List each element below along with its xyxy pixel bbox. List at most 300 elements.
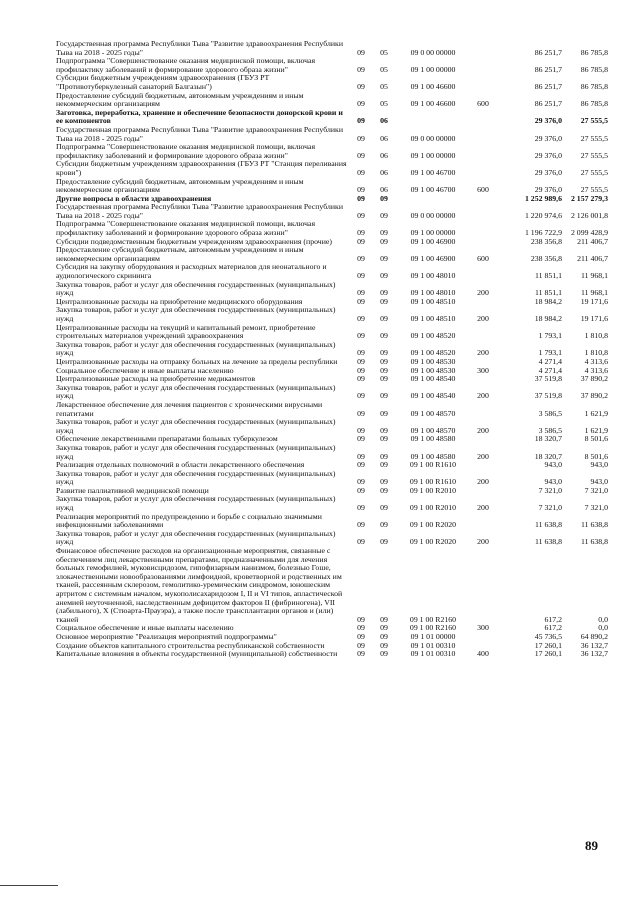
row-target-code: 09 1 00 R2160	[409, 614, 457, 624]
row-section: 09	[357, 99, 365, 109]
row-target-code: 09 1 00 46900	[410, 253, 456, 263]
row-section: 09	[357, 537, 365, 547]
row-section: 09	[357, 477, 365, 487]
row-section: 09	[357, 150, 365, 160]
row-expense-type	[470, 263, 496, 280]
row-target-code: 09 1 00 48530	[410, 365, 456, 375]
footer-rule	[0, 885, 58, 886]
table-row	[56, 109, 608, 126]
row-amount-year1: 37 519,8	[534, 391, 562, 401]
row-name: Субсидия на закупку оборудования и расходных материалов для неонатального и аудиологического скрининга	[56, 262, 327, 281]
row-target-code: 09 1 00 48510	[410, 296, 456, 306]
row-amount-year2: 2 126 001,8	[570, 210, 608, 220]
row-expense-type: 200	[477, 391, 489, 401]
row-amount-year2: 19 171,6	[580, 296, 608, 306]
row-name: Централизованные расходы на приобретение медицинского оборудования	[56, 296, 303, 306]
row-amount-year1: 3 586,5	[538, 408, 562, 418]
row-expense-type	[470, 487, 496, 496]
row-subsection: 09	[380, 408, 388, 418]
row-amount-year2: 0,0	[598, 623, 608, 633]
row-amount-year2: 943,0	[590, 460, 608, 470]
row-subsection: 09	[380, 331, 388, 341]
row-target-code: 09 1 00 R1610	[409, 460, 457, 470]
row-expense-type	[470, 547, 496, 624]
row-amount-year1: 943,0	[544, 477, 562, 487]
row-amount-year2: 19 171,6	[580, 314, 608, 323]
table-row	[56, 143, 608, 160]
row-amount-year1: 11 851,1	[535, 271, 562, 281]
row-name: Субсидии бюджетным учреждениям здравоохранения (ГБУЗ РТ "Станция переливания крови")	[56, 159, 347, 177]
row-amount-year1: 617,2	[544, 614, 562, 624]
table-row	[56, 178, 608, 195]
row-amount-year1: 18 320,7	[534, 451, 562, 461]
row-name: Предоставление субсидий бюджетным, автономным учреждениям и иным некоммерческим организациям	[56, 176, 304, 195]
row-name: Финансовое обеспечение расходов на организационные мероприятия, связанные с обеспечением лиц лекарственными препаратами, предназначенными для лечения больных гемофилией, муковисцидозом, гипофизарным нанизмом, болезнью Гоше, злокачественными новообразованиями лимфоидной, кроветворной и родственных им тканей, рассеянным склерозом, гемолитико-уремическим синдромом, юношеским артритом с системным началом, мукополисахаридозом I, II и VI типов, апластической анемией неуточненной, наследственным дефицитом факторов II (фибриногена), VII (лабильного), X (Стюарта-Прауэра), а также после трансплантации органов и (или) тканей	[56, 546, 343, 624]
row-expense-type: 200	[477, 503, 489, 513]
table-row	[56, 220, 608, 237]
row-amount-year1: 86 251,7	[534, 64, 562, 74]
row-expense-type	[470, 435, 496, 444]
row-name: Государственная программа Республики Тыва "Развитие здравоохранения Республики Тыва на 2018 - 2025 годы"	[56, 39, 344, 57]
table-row	[56, 57, 608, 74]
table-row	[56, 126, 608, 143]
row-amount-year2: 27 555,5	[580, 116, 608, 126]
row-name: Социальное обеспечение и иные выплаты населению	[56, 623, 234, 633]
row-target-code: 09 1 00 R2010	[409, 485, 457, 495]
table-row	[56, 281, 608, 298]
row-expense-type: 200	[477, 425, 489, 435]
row-expense-type	[470, 461, 496, 470]
row-amount-year1: 86 251,7	[534, 47, 562, 57]
row-amount-year1: 11 638,8	[535, 537, 562, 547]
row-subsection: 09	[380, 193, 388, 203]
row-expense-type: 600	[477, 253, 489, 263]
table-row	[56, 263, 608, 280]
row-amount-year2: 1 621,9	[584, 408, 608, 418]
row-expense-type	[470, 40, 496, 57]
row-target-code	[396, 195, 470, 204]
row-target-code: 09 1 00 48580	[410, 434, 456, 444]
row-section: 09	[357, 348, 365, 358]
row-expense-type	[470, 238, 496, 247]
row-amount-year2: 37 890,2	[580, 374, 608, 384]
row-amount-year2: 11 968,1	[581, 271, 608, 281]
row-target-code: 09 1 00 48570	[410, 408, 456, 418]
row-amount-year2: 8 501,6	[584, 434, 608, 444]
row-target-code: 09 1 00 48010	[410, 288, 456, 298]
row-expense-type: 400	[477, 649, 489, 659]
row-section: 09	[357, 167, 365, 177]
row-amount-year2: 36 132,7	[580, 640, 608, 650]
row-subsection: 09	[380, 391, 388, 401]
table-row	[56, 74, 608, 91]
row-name: Закупка товаров, работ и услуг для обеспечения государственных (муниципальных) нужд	[56, 279, 336, 298]
row-section: 09	[357, 460, 365, 470]
row-target-code: 09 1 00 48520	[410, 331, 456, 341]
row-amount-year1: 238 356,8	[530, 253, 562, 263]
row-amount-year2: 86 785,8	[580, 81, 608, 91]
row-target-code: 09 1 00 00000	[410, 64, 456, 74]
row-name: Закупка товаров, работ и услуг для обеспечения государственных (муниципальных) нужд	[56, 442, 336, 461]
row-target-code: 09 1 00 48540	[410, 391, 456, 401]
row-name: Подпрограмма "Совершенствование оказания медицинской помощи, включая профилактику заболеваний и формирование здорового образа жизни"	[56, 219, 316, 238]
row-amount-year1: 45 736,5	[534, 631, 562, 641]
row-section: 09	[357, 434, 365, 444]
row-section: 09	[357, 210, 365, 220]
row-expense-type: 300	[477, 623, 489, 633]
row-subsection: 09	[380, 623, 388, 633]
row-target-code: 09 1 00 R2020	[409, 520, 457, 530]
row-section: 09	[357, 649, 365, 659]
row-expense-type	[470, 195, 496, 204]
row-amount-year2: 8 501,6	[584, 451, 608, 461]
row-amount-year1: 4 271,4	[538, 356, 562, 366]
row-expense-type: 300	[477, 365, 489, 375]
row-amount-year2: 943,0	[590, 477, 608, 487]
row-name: Другие вопросы в области здравоохранения	[56, 193, 212, 203]
row-subsection: 09	[380, 520, 388, 530]
row-amount-year1: 617,2	[544, 623, 562, 633]
row-name: Капитальные вложения в объекты государственной (муниципальной) собственности	[56, 649, 338, 659]
row-expense-type: 200	[477, 348, 489, 358]
row-name: Закупка товаров, работ и услуг для обеспечения государственных (муниципальных) нужд	[56, 494, 336, 513]
row-subsection: 09	[380, 236, 388, 246]
row-subsection: 09	[380, 314, 388, 323]
row-section: 09	[357, 253, 365, 263]
row-amount-year2: 11 638,8	[581, 520, 608, 530]
row-section: 09	[357, 228, 365, 238]
table-row	[56, 513, 608, 530]
row-subsection: 06	[380, 167, 388, 177]
row-subsection: 06	[380, 185, 388, 195]
row-expense-type: 200	[477, 537, 489, 547]
row-expense-type	[470, 324, 496, 341]
row-target-code: 09 0 00 00000	[410, 210, 456, 220]
row-expense-type: 600	[477, 99, 489, 109]
row-amount-year1: 3 586,5	[538, 425, 562, 435]
row-subsection: 09	[380, 348, 388, 358]
row-target-code: 09 1 00 48010	[410, 271, 456, 281]
row-target-code: 09 1 01 00310	[410, 649, 456, 659]
row-expense-type	[470, 160, 496, 177]
row-section: 09	[357, 640, 365, 650]
row-name: Основное мероприятие "Реализация мероприятий подпрограммы"	[56, 631, 277, 641]
row-amount-year1: 238 356,8	[530, 236, 562, 246]
row-section: 09	[357, 193, 365, 203]
row-target-code: 09 1 01 00310	[410, 640, 456, 650]
row-subsection: 09	[380, 614, 388, 624]
row-name: Субсидии подведомственным бюджетным учреждениям здравоохранения (прочие)	[56, 236, 332, 246]
row-amount-year2: 2 157 279,3	[570, 193, 608, 203]
row-amount-year1: 29 376,0	[534, 116, 562, 126]
row-amount-year1: 17 260,1	[534, 640, 562, 650]
row-amount-year2: 1 810,8	[584, 348, 608, 358]
row-amount-year2: 7 321,0	[584, 485, 608, 495]
row-amount-year1: 11 851,1	[535, 288, 562, 298]
table-row	[56, 444, 608, 461]
row-subsection: 09	[380, 649, 388, 659]
row-section: 09	[357, 503, 365, 513]
row-amount-year1: 1 220 974,6	[524, 210, 562, 220]
row-target-code: 09 1 00 48520	[410, 348, 456, 358]
table-row	[56, 401, 608, 418]
row-subsection: 06	[380, 133, 388, 143]
row-name: Реализация отдельных полномочий в области лекарственного обеспечения	[56, 460, 305, 470]
table-row	[56, 530, 608, 547]
row-expense-type	[470, 633, 496, 642]
row-section: 09	[357, 271, 365, 281]
row-subsection: 05	[380, 47, 388, 57]
row-subsection: 09	[380, 451, 388, 461]
row-name: Подпрограмма "Совершенствование оказания медицинской помощи, включая профилактику заболеваний и формирование здорового образа жизни"	[56, 56, 316, 74]
row-name: Развитие паллиативной медицинской помощи	[56, 485, 209, 495]
row-target-code: 09 1 00 R2020	[409, 537, 457, 547]
row-amount-year1: 29 376,0	[534, 150, 562, 160]
row-amount-year1: 17 260,1	[534, 649, 562, 659]
row-subsection: 09	[380, 640, 388, 650]
row-section: 09	[357, 374, 365, 384]
budget-table	[56, 40, 608, 659]
row-amount-year2: 27 555,5	[580, 185, 608, 195]
row-section: 09	[357, 314, 365, 323]
row-name: Обеспечение лекарственными препаратами больных туберкулезом	[56, 434, 278, 444]
row-amount-year2: 27 555,5	[580, 150, 608, 160]
row-amount-year2: 27 555,5	[580, 133, 608, 143]
row-target-code: 09 1 00 00000	[410, 150, 456, 160]
row-subsection: 09	[380, 503, 388, 513]
row-amount-year2: 1 621,9	[584, 425, 608, 435]
row-section: 09	[357, 631, 365, 641]
row-expense-type	[470, 74, 496, 91]
row-subsection: 09	[380, 425, 388, 435]
row-section: 09	[357, 296, 365, 306]
row-amount-year2: 4 313,6	[584, 356, 608, 366]
row-amount-year1: 1 196 722,9	[524, 228, 562, 238]
row-name: Реализация мероприятий по предупреждению и борьбе с социально значимыми инфекционными заболеваниями	[56, 511, 322, 530]
table-row	[56, 306, 608, 323]
row-expense-type: 200	[477, 477, 489, 487]
row-target-code: 09 1 00 48530	[410, 356, 456, 366]
row-section: 09	[357, 64, 365, 74]
row-amount-year2: 37 890,2	[580, 391, 608, 401]
row-amount-year1: 18 984,2	[534, 314, 562, 323]
row-section: 09	[357, 236, 365, 246]
row-amount-year1: 86 251,7	[534, 81, 562, 91]
table-row	[56, 40, 608, 57]
row-target-code: 09 1 00 R2010	[409, 503, 457, 513]
table-row	[56, 92, 608, 109]
row-amount-year2: 11 968,1	[581, 288, 608, 298]
table-row	[56, 160, 608, 177]
row-expense-type	[470, 126, 496, 143]
table-row	[56, 341, 608, 358]
row-name: Закупка товаров, работ и услуг для обеспечения государственных (муниципальных) нужд	[56, 382, 336, 401]
row-target-code: 09 0 00 00000	[410, 133, 456, 143]
row-name: Централизованные расходы на отправку больных на лечение за пределы республики	[56, 356, 338, 366]
table-row	[56, 470, 608, 487]
row-subsection: 09	[380, 631, 388, 641]
row-subsection: 09	[380, 296, 388, 306]
row-target-code: 09 1 00 00000	[410, 228, 456, 238]
row-section: 09	[357, 614, 365, 624]
row-amount-year1: 4 271,4	[538, 365, 562, 375]
page-number: 89	[585, 838, 598, 853]
row-subsection: 09	[380, 460, 388, 470]
row-target-code: 09 1 00 46700	[410, 185, 456, 195]
row-target-code: 09 1 01 00000	[410, 631, 456, 641]
row-amount-year1: 29 376,0	[534, 185, 562, 195]
row-amount-year2: 0,0	[598, 614, 608, 624]
table-row	[56, 650, 608, 659]
table-row	[56, 547, 608, 624]
row-expense-type: 600	[477, 185, 489, 195]
table-row	[56, 203, 608, 220]
row-target-code: 09 1 00 48540	[410, 374, 456, 384]
row-subsection: 09	[380, 374, 388, 384]
row-name: Создание объектов капитального строительства республиканской собственности	[56, 640, 325, 650]
row-amount-year2: 64 890,2	[580, 631, 608, 641]
row-subsection: 09	[380, 253, 388, 263]
row-amount-year1: 1 793,1	[538, 331, 562, 341]
table-row	[56, 495, 608, 512]
row-section: 09	[357, 623, 365, 633]
row-target-code: 09 1 00 48570	[410, 425, 456, 435]
row-target-code: 09 0 00 00000	[410, 47, 456, 57]
row-expense-type	[470, 143, 496, 160]
row-section: 09	[357, 288, 365, 298]
table-row	[56, 324, 608, 341]
row-name: Подпрограмма "Совершенствование оказания медицинской помощи, включая профилактику заболеваний и формирование здорового образа жизни"	[56, 142, 316, 160]
row-expense-type	[470, 109, 496, 126]
row-amount-year1: 29 376,0	[534, 133, 562, 143]
row-subsection: 09	[380, 537, 388, 547]
row-name: Предоставление субсидий бюджетным, автономным учреждениям и иным некоммерческим организациям	[56, 245, 304, 263]
row-target-code: 09 1 00 46700	[410, 167, 456, 177]
row-name: Заготовка, переработка, хранение и обеспечение безопасности донорской крови и ее компонентов	[56, 107, 343, 126]
row-amount-year2: 7 321,0	[584, 503, 608, 513]
row-name: Закупка товаров, работ и услуг для обеспечения государственных (муниципальных) нужд	[56, 305, 336, 323]
row-name: Социальное обеспечение и иные выплаты населению	[56, 365, 234, 375]
row-expense-type	[470, 513, 496, 530]
row-name: Субсидии бюджетным учреждениям здравоохранения (ГБУЗ РТ "Противотуберкулезный санаторий Балгазын")	[56, 73, 270, 91]
row-amount-year2: 2 099 428,9	[570, 228, 608, 238]
row-section: 09	[357, 365, 365, 375]
row-subsection: 06	[380, 116, 388, 126]
row-section: 09	[357, 81, 365, 91]
row-expense-type	[470, 220, 496, 237]
row-subsection: 09	[380, 485, 388, 495]
row-subsection: 05	[380, 81, 388, 91]
row-section: 09	[357, 133, 365, 143]
row-amount-year1: 7 321,0	[538, 503, 562, 513]
row-name: Централизованные расходы на приобретение медикаментов	[56, 374, 256, 384]
row-section: 09	[357, 451, 365, 461]
row-expense-type: 200	[477, 451, 489, 461]
row-amount-year2: 27 555,5	[580, 167, 608, 177]
row-name: Централизованные расходы на текущий и капитальный ремонт, приобретение строительных материалов учреждений здравоохранения	[56, 322, 316, 341]
row-name: Предоставление субсидий бюджетным, автономным учреждениям и иным некоммерческим организациям	[56, 90, 304, 109]
row-section: 09	[357, 408, 365, 418]
row-expense-type	[470, 401, 496, 418]
row-amount-year1: 18 984,2	[534, 296, 562, 306]
row-name: Закупка товаров, работ и услуг для обеспечения государственных (муниципальных) нужд	[56, 417, 336, 435]
row-target-code: 09 1 00 46600	[410, 99, 456, 109]
row-expense-type	[470, 203, 496, 220]
row-target-code	[396, 109, 470, 126]
row-subsection: 05	[380, 64, 388, 74]
row-section: 09	[357, 116, 365, 126]
row-amount-year1: 11 638,8	[535, 520, 562, 530]
row-amount-year1: 1 252 989,6	[524, 193, 562, 203]
row-name: Государственная программа Республики Тыва "Развитие здравоохранения Республики Тыва на 2018 - 2025 годы"	[56, 202, 344, 220]
row-subsection: 09	[380, 210, 388, 220]
row-subsection: 06	[380, 150, 388, 160]
row-amount-year1: 7 321,0	[538, 485, 562, 495]
row-expense-type: 200	[477, 288, 489, 298]
row-target-code: 09 1 00 46900	[410, 236, 456, 246]
row-target-code: 09 1 00 46600	[410, 81, 456, 91]
row-target-code: 09 1 00 R2160	[409, 623, 457, 633]
row-amount-year1: 29 376,0	[534, 167, 562, 177]
row-amount-year2: 211 406,7	[577, 236, 608, 246]
row-subsection: 09	[380, 228, 388, 238]
row-section: 09	[357, 520, 365, 530]
row-amount-year1: 86 251,7	[534, 99, 562, 109]
row-amount-year1: 943,0	[544, 460, 562, 470]
row-amount-year2: 36 132,7	[580, 649, 608, 659]
table-row	[56, 418, 608, 435]
row-expense-type	[470, 298, 496, 307]
row-amount-year2: 211 406,7	[577, 253, 608, 263]
row-subsection: 05	[380, 99, 388, 109]
row-name: Закупка товаров, работ и услуг для обеспечения государственных (муниципальных) нужд	[56, 468, 336, 487]
row-name: Закупка товаров, работ и услуг для обеспечения государственных (муниципальных) нужд	[56, 528, 336, 547]
row-name: Лекарственное обеспечение для лечения пациентов с хроническими вирусными гепатитами	[56, 399, 323, 418]
row-amount-year1: 37 519,8	[534, 374, 562, 384]
row-section: 09	[357, 47, 365, 57]
table-row	[56, 384, 608, 401]
row-amount-year2: 86 785,8	[580, 99, 608, 109]
row-section: 09	[357, 485, 365, 495]
row-expense-type: 200	[477, 314, 489, 323]
row-section: 09	[357, 185, 365, 195]
row-name: Государственная программа Республики Тыва "Развитие здравоохранения Республики Тыва на 2018 - 2025 годы"	[56, 124, 344, 143]
budget-table-body	[56, 40, 608, 659]
row-amount-year2: 86 785,8	[580, 64, 608, 74]
row-target-code: 09 1 00 48580	[410, 451, 456, 461]
row-subsection: 09	[380, 365, 388, 375]
row-target-code: 09 1 00 R1610	[409, 477, 457, 487]
row-section: 09	[357, 425, 365, 435]
row-section: 09	[357, 391, 365, 401]
row-expense-type	[470, 375, 496, 384]
row-section: 09	[357, 356, 365, 366]
row-target-code: 09 1 00 48510	[410, 314, 456, 323]
row-amount-year2: 86 785,8	[580, 47, 608, 57]
row-subsection: 09	[380, 271, 388, 281]
row-subsection: 09	[380, 434, 388, 444]
row-amount-year2: 1 810,8	[584, 331, 608, 341]
row-amount-year2: 11 638,8	[581, 537, 608, 547]
row-name: Закупка товаров, работ и услуг для обеспечения государственных (муниципальных) нужд	[56, 339, 336, 358]
row-amount-year1: 1 793,1	[538, 348, 562, 358]
table-row	[56, 246, 608, 263]
row-subsection: 09	[380, 288, 388, 298]
row-section: 09	[357, 331, 365, 341]
row-expense-type	[470, 57, 496, 74]
row-amount-year2: 4 313,6	[584, 365, 608, 375]
row-subsection: 09	[380, 356, 388, 366]
